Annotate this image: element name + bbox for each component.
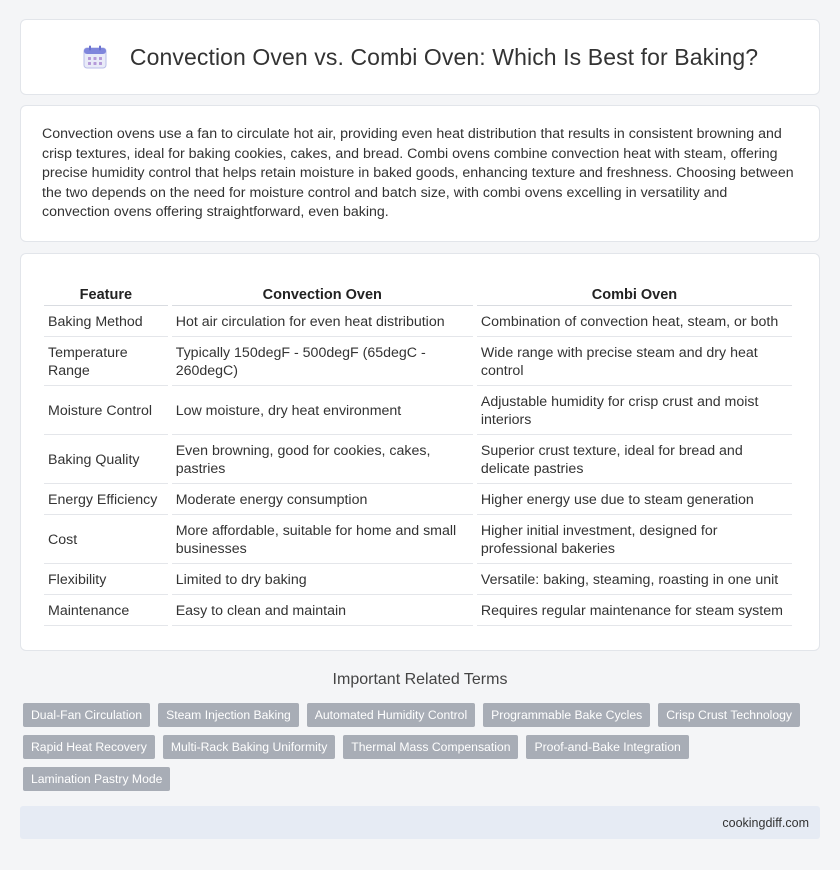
title-wrap xyxy=(82,44,758,71)
combi-cell: Wide range with precise steam and dry heat control xyxy=(477,337,792,386)
related-term-tag[interactable]: Steam Injection Baking xyxy=(158,703,299,727)
convection-cell: Limited to dry baking xyxy=(172,564,473,595)
table-row xyxy=(44,515,792,564)
footer-site-link[interactable]: cookingdiff.com xyxy=(722,816,809,830)
table-row xyxy=(44,564,792,595)
header-combi: Combi Oven xyxy=(477,281,792,306)
feature-cell: Temperature Range xyxy=(44,337,168,386)
convection-cell: More affordable, suitable for home and small businesses xyxy=(172,515,473,564)
page-title: Convection Oven vs. Combi Oven: Which Is Best for Baking? xyxy=(129,43,759,70)
related-term-tag[interactable]: Crisp Crust Technology xyxy=(658,703,800,727)
table-row xyxy=(44,337,792,386)
convection-cell: Hot air circulation for even heat distribution xyxy=(172,306,473,337)
combi-cell: Higher initial investment, designed for professional bakeries xyxy=(477,515,792,564)
feature-cell: Baking Method xyxy=(44,306,168,337)
table-row xyxy=(44,435,792,484)
comparison-card xyxy=(20,253,820,651)
feature-cell: Cost xyxy=(44,515,168,564)
combi-cell: Combination of convection heat, steam, or both xyxy=(477,306,792,337)
combi-cell: Superior crust texture, ideal for bread and delicate pastries xyxy=(477,435,792,484)
related-term-tag[interactable]: Rapid Heat Recovery xyxy=(23,735,155,759)
convection-cell: Easy to clean and maintain xyxy=(172,595,473,626)
table-header-row xyxy=(44,281,792,306)
feature-cell: Moisture Control xyxy=(44,386,168,435)
combi-cell: Adjustable humidity for crisp crust and moist interiors xyxy=(477,386,792,435)
footer xyxy=(20,806,820,839)
related-terms-list xyxy=(23,703,823,791)
table-row xyxy=(44,484,792,515)
table-row xyxy=(44,595,792,626)
related-term-tag[interactable]: Multi-Rack Baking Uniformity xyxy=(163,735,335,759)
related-term-tag[interactable]: Programmable Bake Cycles xyxy=(483,703,650,727)
feature-cell: Energy Efficiency xyxy=(44,484,168,515)
related-term-tag[interactable]: Dual-Fan Circulation xyxy=(23,703,150,727)
summary-card xyxy=(20,105,820,242)
summary-text: Convection ovens use a fan to circulate hot air, providing even heat distribution that results in consistent browning and crisp textures, ideal for baking cookies, cakes, and bread. Combi ovens combine convection heat with steam, offering precise humidity control that helps retain moisture in baked goods, enhancing texture and freshness. Choosing between the two depends on the need for moisture control and batch size, with combi ovens excelling in versatility and convection ovens offering straightforward, even baking. xyxy=(42,126,794,220)
convection-cell: Typically 150degF - 500degF (65degC - 260degC) xyxy=(172,337,473,386)
related-term-tag[interactable]: Thermal Mass Compensation xyxy=(343,735,518,759)
comparison-table xyxy=(40,281,796,626)
related-term-tag[interactable]: Lamination Pastry Mode xyxy=(23,767,170,791)
related-terms-heading: Important Related Terms xyxy=(332,671,508,688)
title-card xyxy=(20,19,820,95)
table-row xyxy=(44,306,792,337)
header-feature: Feature xyxy=(44,281,168,306)
convection-cell: Moderate energy consumption xyxy=(172,484,473,515)
calendar-icon xyxy=(82,44,108,70)
convection-cell: Even browning, good for cookies, cakes, pastries xyxy=(172,435,473,484)
header-convection: Convection Oven xyxy=(172,281,473,306)
related-term-tag[interactable]: Proof-and-Bake Integration xyxy=(526,735,688,759)
feature-cell: Flexibility xyxy=(44,564,168,595)
table-row xyxy=(44,386,792,435)
feature-cell: Baking Quality xyxy=(44,435,168,484)
combi-cell: Versatile: baking, steaming, roasting in one unit xyxy=(477,564,792,595)
convection-cell: Low moisture, dry heat environment xyxy=(172,386,473,435)
combi-cell: Higher energy use due to steam generation xyxy=(477,484,792,515)
feature-cell: Maintenance xyxy=(44,595,168,626)
related-term-tag[interactable]: Automated Humidity Control xyxy=(307,703,475,727)
combi-cell: Requires regular maintenance for steam system xyxy=(477,595,792,626)
